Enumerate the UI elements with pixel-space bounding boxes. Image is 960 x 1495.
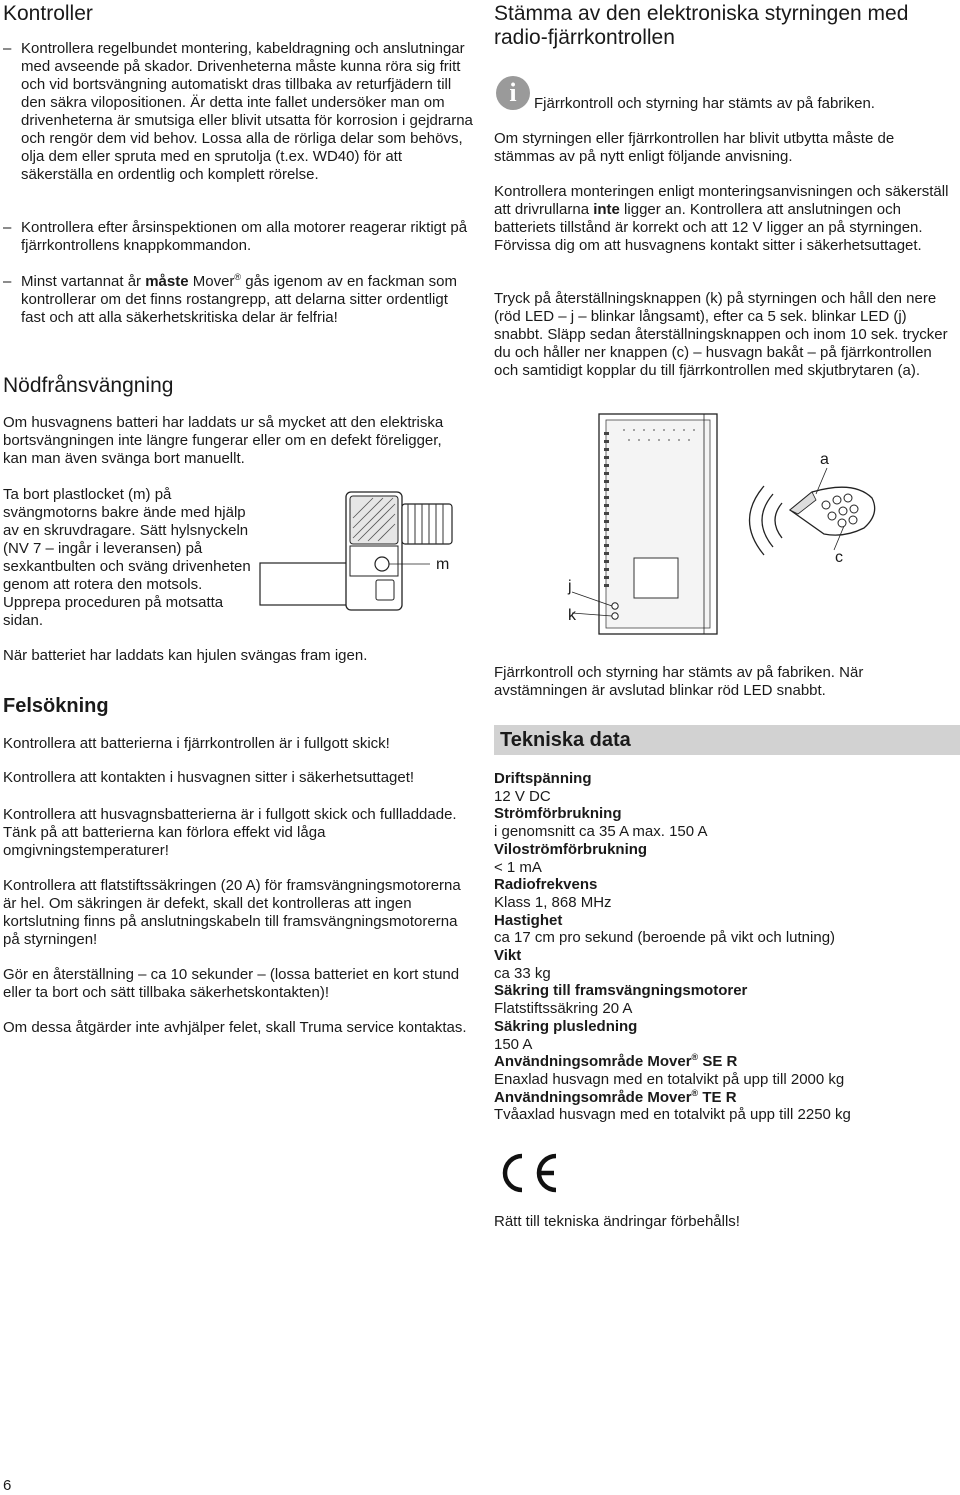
spec-label: Strömförbrukning [494, 805, 622, 823]
spec-value-se: Enaxlad husvagn med en totalvikt på upp till 2000 kg [494, 1070, 845, 1088]
tekniska-data-title: Tekniska data [500, 729, 631, 751]
tekniska-data-header [494, 725, 960, 755]
spec-value: ca 33 kg [494, 964, 551, 982]
fel-item-6: Om dessa åtgärder inte avhjälper felet, skall Truma service kontaktas. [3, 1019, 467, 1036]
spec-label-se: Användningsområde Mover® SE R [494, 1052, 738, 1071]
nod-instruction: Ta bort plastlocket (m) på svängmotorns bakre ände med hjälp av en skruvdragare. Sätt hylsnyckeln (NV 7 – ingår i leveransen) på sexkantbulten och sväng drivenheten genom att rotera den motsols. Upprepa proceduren på motsatta sidan. [3, 486, 251, 629]
spec-label: Driftspänning [494, 770, 592, 787]
spec-value: Flatstiftssäkring 20 A [494, 1000, 633, 1018]
spec-value: Klass 1, 868 MHz [494, 893, 612, 911]
fel-item-2: Kontrollera att kontakten i husvagnen sitter i säkerhetsuttaget! [3, 769, 415, 786]
ce-mark [494, 1150, 560, 1196]
spec-label: Vikt [494, 947, 522, 965]
stamma-p2: Kontrollera monteringen enligt monteringsanvisningen och säkerställ att drivrullarna inte ligger an. Kontrollera att anslutningen och batteriets tillstånd är korrekt och att 12 V ligger an på styrningen. Förvissa dig om att husvagnens kontakt sitter i säkerhetsuttaget. [494, 183, 949, 254]
section-title-kontroller: Kontroller [3, 2, 93, 25]
figure-caption: Fjärrkontroll och styrning har stämts av på fabriken. När avstämningen är avslutad blinkar röd LED snabbt. [494, 664, 864, 699]
info-note: Fjärrkontroll och styrning har stämts av på fabriken. [534, 95, 875, 112]
spec-value: ca 17 cm pro sekund (beroende på vikt och lutning) [494, 929, 836, 947]
figure-label-a: a [820, 451, 829, 468]
section-title-felsokning: Felsökning [3, 695, 109, 717]
kontroller-item-1: – Kontrollera regelbundet montering, kabeldragning och anslutningar med avseende på skador. Drivenheterna måste kunna röra sig fritt och vid bortsvängning automatiskt dras tillbaka av returfjädern till den säkra vilopositionen. Är detta inte fallet undersöker man om drivenheterna är smutsiga eller blivit utsatta för korrosion i gejdrarna och rengör dem vid behov. Lossa alla de rörliga delar som behövs, olja dem eller spruta med en sprutolja (t.ex. WD40) för att säkerställa en ordentlig och komplett rörelse. [3, 40, 473, 184]
figure-label-j: j [568, 578, 572, 595]
spec-label: Säkring till framsvängningsmotorer [494, 982, 748, 1000]
kontroller-item-2: – Kontrollera efter årsinspektionen om alla motorer reagerar riktigt på fjärrkontrollens knappkommandon. [3, 219, 473, 255]
spec-value: 12 V DC [494, 787, 551, 805]
mover-motor-figure [258, 488, 468, 613]
stamma-p1: Om styrningen eller fjärrkontrollen har blivit utbytta måste de stämmas av på nytt enligt följande anvisning. [494, 130, 895, 165]
spec-value-te: Tvåaxlad husvagn med en totalvikt på upp till 2250 kg [494, 1106, 851, 1124]
spec-label: Radiofrekvens [494, 876, 598, 894]
fel-item-1: Kontrollera att batterierna i fjärrkontrollen är i fullgott skick! [3, 735, 390, 752]
fel-item-3: Kontrollera att husvagnsbatterierna är i fullgott skick och fullladdade. Tänk på att batterierna kan förlora effekt vid låga omgivningstemperaturer! [3, 806, 457, 859]
spec-value: 150 A [494, 1035, 533, 1053]
section-title-stamma: Stämma av den elektroniska styrningen med radio-fjärrkontrollen [494, 2, 909, 49]
spec-list [494, 770, 956, 1124]
figure-label-k: k [568, 607, 576, 624]
nod-intro: Om husvagnens batteri har laddats ur så mycket att den elektriska bortsvängningen inte längre fungerar eller om en defekt föreligger, kan man även svänga bort manuellt. [3, 414, 444, 467]
spec-label-te: Användningsområde Mover® TE R [494, 1087, 737, 1106]
info-icon: i [496, 76, 530, 110]
spec-label: Hastighet [494, 911, 563, 929]
kontroller-item-3: – Minst vartannat år måste Mover® gås igenom av en fackman som kontrollerar om det finns rostangrepp, att delarna sitter ordentligt fast och att alla säkerhetskritiska delar är felfria! [3, 273, 473, 327]
spec-value: < 1 mA [494, 858, 542, 876]
fel-item-5: Gör en återställning – ca 10 sekunder – (lossa batteriet en kort stund eller ta bort och sätt tillbaka säkerhetskontakten)! [3, 966, 460, 1001]
control-unit-drawing [572, 414, 717, 634]
figure-label-c: c [835, 549, 843, 566]
stamma-p3: Tryck på återställningsknappen (k) på styrningen och håll den nere (röd LED – j – blinkar långsamt), efter ca 5 sek. blinkar LED (j) snabbt. Släpp sedan återställningsknappen och inom 10 sek. trycker du och håller ner knappen (c) – husvagn bakåt – på fjärrkontrollen och samtidigt kopplar du till fjärrkontrollen med skjutbrytaren (a). [494, 290, 948, 379]
remote-drawing [750, 468, 875, 555]
spec-value: i genomsnitt ca 35 A max. 150 A [494, 823, 708, 841]
controller-remote-figure [554, 410, 954, 640]
spec-label: Säkring plusledning [494, 1017, 638, 1035]
section-title-nodfransvangning: Nödfrånsvängning [3, 374, 174, 397]
spec-label: Viloströmförbrukning [494, 840, 648, 858]
nod-after: När batteriet har laddats kan hjulen svängas fram igen. [3, 647, 368, 664]
footer-note: Rätt till tekniska ändringar förbehålls! [494, 1213, 740, 1230]
figure-label-m: m [436, 556, 450, 573]
page-number: 6 [3, 1477, 12, 1494]
fel-item-4: Kontrollera att flatstiftssäkringen (20 A) för framsvängningsmotorerna är hel. Om säkringen är defekt, skall det kontrolleras att ingen kortslutning finns på anslutningskabeln till framsvängningsmotorerna på styrningen! [3, 877, 461, 948]
